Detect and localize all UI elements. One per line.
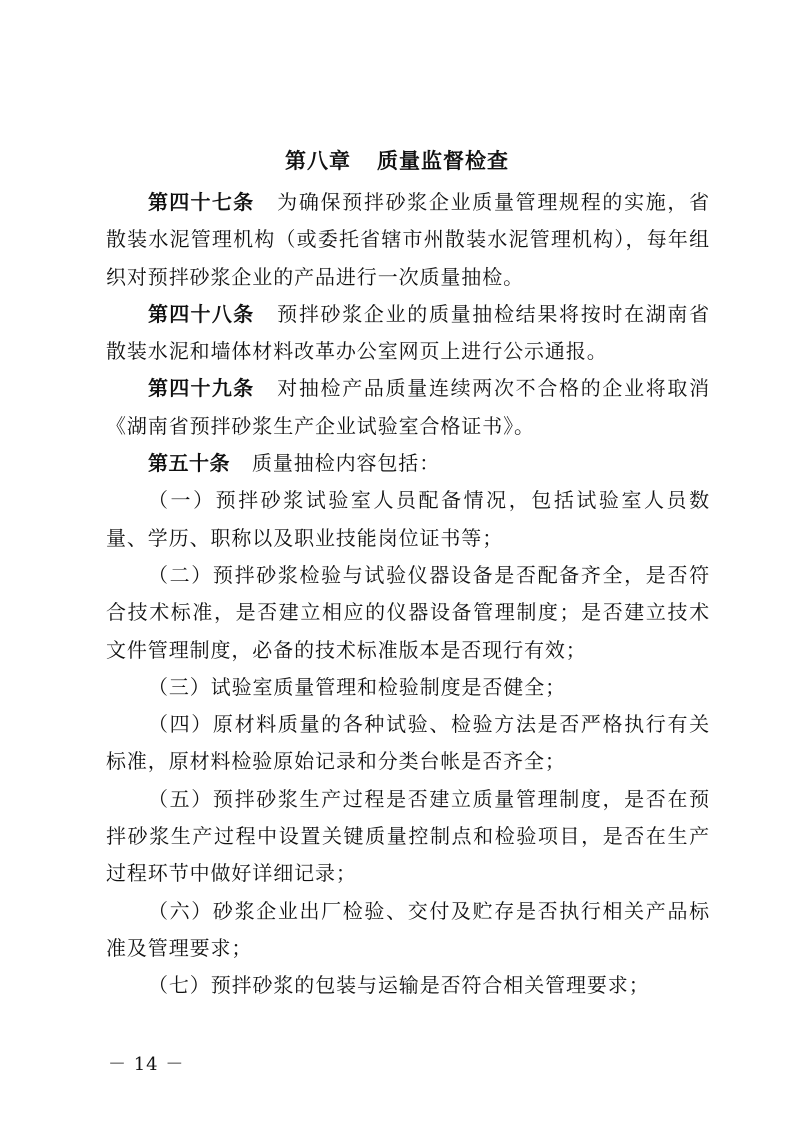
list-item-1: （一）预拌砂浆试验室人员配备情况，包括试验室人员数量、学历、职称以及职业技能岗位证书等； xyxy=(106,488,710,550)
chapter-title: 质量监督检查 xyxy=(377,149,509,173)
article-text: 对抽检产品质量连续两次不合格的企业将取消《湖南省预拌砂浆生产企业试验室合格证书》。 xyxy=(106,376,711,438)
chapter-heading xyxy=(0,145,794,175)
article-47 xyxy=(106,184,710,296)
list-item-7: （七）预拌砂浆的包装与运输是否符合相关管理要求； xyxy=(148,973,650,998)
article-text: 质量抽检内容包括： xyxy=(252,451,441,476)
article-number: 第四十七条 xyxy=(148,190,255,214)
article-text: 为确保预拌砂浆企业质量管理规程的实施，省散装水泥管理机构（或委托省辖市州散装水泥管理机构），每年组织对预拌砂浆企业的产品进行一次质量抽检。 xyxy=(106,190,711,289)
list-item-6: （六）砂浆企业出厂检验、交付及贮存是否执行相关产品标准及管理要求； xyxy=(106,898,710,960)
article-50 xyxy=(106,445,710,482)
chapter-number: 第八章 xyxy=(285,149,351,173)
list-item-2: （二）预拌砂浆检验与试验仪器设备是否配备齐全，是否符合技术标准，是否建立相应的仪器设备管理制度；是否建立技术文件管理制度，必备的技术标准版本是否现行有效； xyxy=(106,562,710,662)
article-number: 第四十八条 xyxy=(148,301,255,326)
article-number: 第四十九条 xyxy=(148,376,255,401)
list-item-5: （五）预拌砂浆生产过程是否建立质量管理制度，是否在预拌砂浆生产过程中设置关键质量控制点和检验项目，是否在生产过程环节中做好详细记录； xyxy=(106,786,710,886)
article-number: 第五十条 xyxy=(148,451,230,476)
article-text: 预拌砂浆企业的质量抽检结果将按时在湖南省散装水泥和墙体材料改革办公室网页上进行公示通报。 xyxy=(106,301,711,364)
body-text xyxy=(106,184,710,1005)
page-number: － 14 － xyxy=(108,1054,185,1075)
list-item-4: （四）原材料质量的各种试验、检验方法是否严格执行有关标准，原材料检验原始记录和分类台帐是否齐全； xyxy=(106,712,710,774)
article-48 xyxy=(106,296,710,371)
list-item-3: （三）试验室质量管理和检验制度是否健全； xyxy=(148,674,566,699)
article-49 xyxy=(106,370,710,445)
